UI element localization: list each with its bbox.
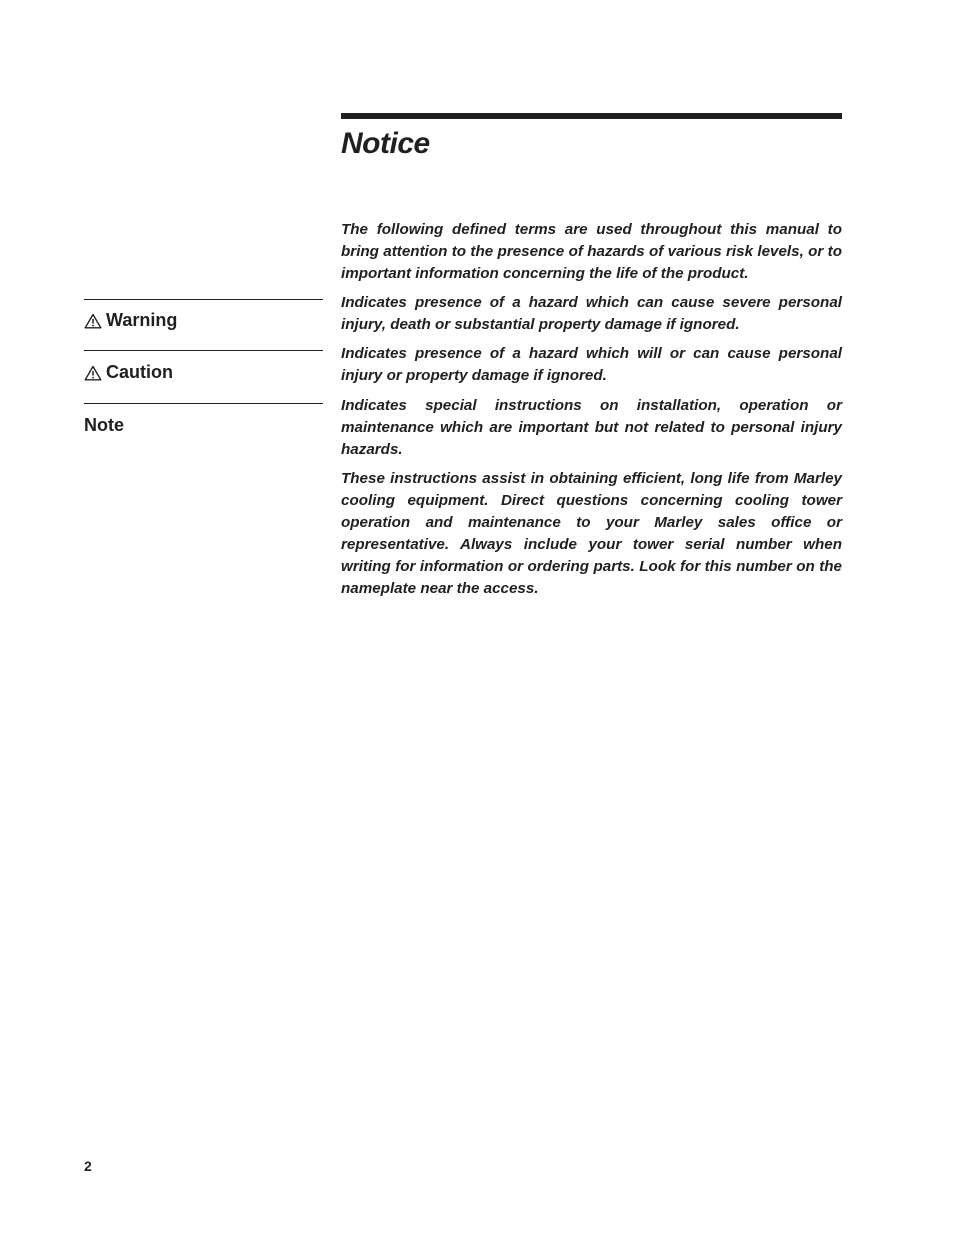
caution-term [84,362,173,383]
warning-label: Warning [106,310,178,330]
note-divider [84,403,323,404]
closing-paragraph: These instructions assist in obtaining efficient, long life from Marley cooling equipment. Direct questions concerning cooling tower operation and maintenance to your Marley sales office or representative. Always include your tower serial number when writing for information or ordering parts. Look for this number on the nameplate near the access. [341,470,842,597]
caution-definition: Indicates presence of a hazard which will or can cause personal injury or property damage if ignored. [341,345,842,384]
note-label: Note [84,415,124,435]
title-rule [341,113,842,119]
caution-divider [84,350,323,351]
warning-triangle-icon [84,313,102,329]
page-number: 2 [84,1158,92,1174]
caution-label: Caution [106,362,173,382]
warning-term [84,310,177,331]
note-term [84,415,124,436]
warning-definition: Indicates presence of a hazard which can cause severe personal injury, death or substantial property damage if ignored. [341,294,842,333]
note-definition: Indicates special instructions on installation, operation or maintenance which are important but not related to personal injury hazards. [341,397,842,458]
caution-triangle-icon [84,365,102,381]
intro-paragraph: The following defined terms are used throughout this manual to bring attention to the presence of hazards of various risk levels, or to important information concerning the life of the product. [341,221,842,282]
page-title: Notice [341,127,430,160]
warning-divider [84,299,323,300]
